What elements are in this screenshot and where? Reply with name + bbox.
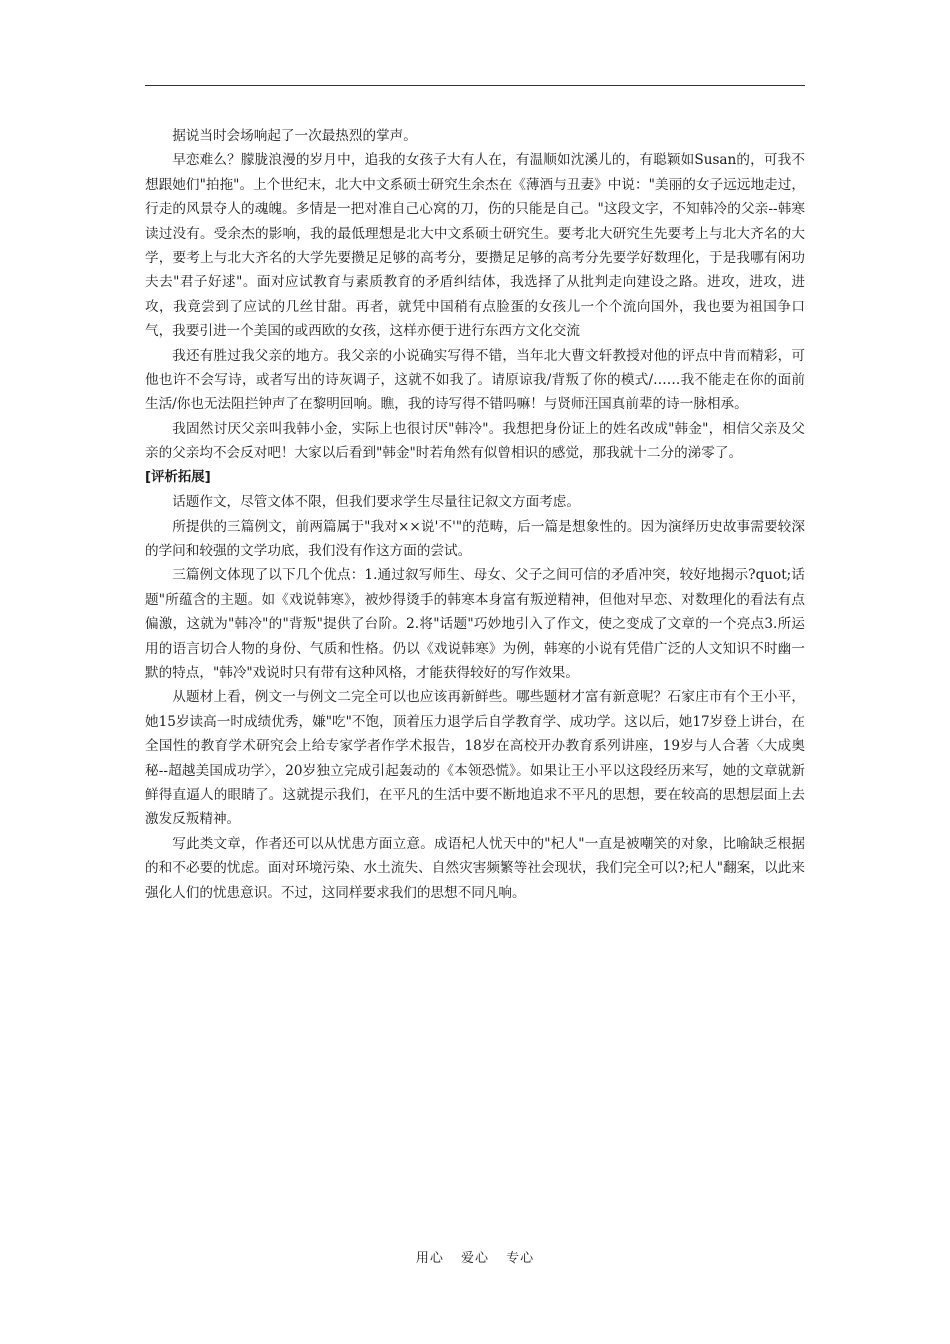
paragraph: 据说当时会场响起了一次最热烈的掌声。 (172, 128, 417, 144)
paragraph: 写此类文章，作者还可以从忧患方面立意。成语杞人忧天中的"杞人"一直是被嘲笑的对象，比喻缺乏根据的和不必要的忧虑。面对环境污染、水土流失、自然灾害频繁等社会现状，我们完全可以?;杞人"翻案，以此来强化人们的忧患意识。不过，这同样要求我们的思想不同凡响。 (145, 835, 805, 901)
paragraph: 从题材上看，例文一与例文二完全可以也应该再新鲜些。哪些题材才富有新意呢？石家庄市有个王小平，她15岁读高一时成绩优秀，嫌"吃"不饱，顶着压力退学后自学教育学、成功学。这以后，她17岁登上讲台，在全国性的教育学术研究会上给专家学者作学术报告，18岁在高校开办教育系列讲座，19岁与人合著〈大成奥秘--超越美国成功学〉，20岁独立完成引起轰动的《本领恐慌》。如果让王小平以这段经历来写，她的文章就新鲜得直逼人的眼睛了。这就提示我们，在平凡的生活中要不断地追求不平凡的思想，要在较高的思想层面上去激发反叛精神。 (145, 689, 805, 828)
header-rule (145, 85, 805, 86)
paragraph: 话题作文，尽管文体不限，但我们要求学生尽量往记叙文方面考虑。 (172, 494, 580, 511)
paragraph: 我还有胜过我父亲的地方。我父亲的小说确实写得不错，当年北大曹文轩教授对他的评点中肯而精彩，可他也许不会写诗，或者写出的诗灰调子，这就不如我了。请原谅我/背叛了你的模式/……我不能走在你的面前生活/你也无法阻拦钟声了在黎明回响。瞧，我的诗写得不错吗嘛！与贤师汪国真前辈的诗一脉相承。 (145, 347, 805, 413)
paragraph: 我固然讨厌父亲叫我韩小金，实际上也很讨厌"韩冷"。我想把身份证上的姓名改成"韩金"，相信父亲及父亲的父亲均不会反对吧！大家以后看到"韩金"时若角然有似曾相识的感觉，那我就十二分的涕零了。 (145, 420, 805, 462)
page-footer: 用心 爱心 专心 (415, 1251, 535, 1266)
document-body (145, 124, 805, 905)
paragraph: 所提供的三篇例文，前两篇属于"我对××说'不'"的范畴，后一篇是想象性的。因为演绎历史故事需要较深的学问和较强的文学功底，我们没有作这方面的尝试。 (145, 518, 805, 559)
paragraph: 早恋难么？朦胧浪漫的岁月中，追我的女孩子大有人在，有温顺如沈溪儿的，有聪颖如Susan的，可我不想跟她们"拍拖"。上个世纪末，北大中文系硕士研究生余杰在《薄酒与丑妻》中说："美丽的女子远远地走过，行走的风景夺人的魂魄。多情是一把对准自己心窝的刀，伤的只能是自己。"这段文字，不知韩冷的父亲--韩寒读过没有。受余杰的影响，我的最低理想是北大中文系硕士研究生。要考北大研究生先要考上与北大齐名的大学，要考上与北大齐名的大学先要攒足足够的高考分，要攒足足够的高考分先要学好数理化，于是我哪有闲功夫去"君子好逑"。面对应试教育与素质教育的矛盾纠结体，我选择了从批判走向建设之路。进攻，进攻，进攻，我竟尝到了应试的几丝甘甜。再者，就凭中国稍有点脸蛋的女孩儿一个个流向国外，我也要为祖国争口气，我要引进一个美国的或西欧的女孩，这样亦便于进行东西方文化交流 (145, 152, 805, 340)
section-heading: [评析拓展] (145, 469, 211, 485)
paragraph: 三篇例文体现了以下几个优点：1.通过叙写师生、母女、父子之间可信的矛盾冲突，较好地揭示?quot;话题"所蕴含的主题。如《戏说韩寒》，被炒得烫手的韩寒本身富有叛逆精神，但他对早恋、对数理化的看法有点偏激，这就为"韩冷"的"背叛"提供了台阶。2.将"话题"巧妙地引入了作文，使之变成了文章的一个亮点3.所运用的语言切合人物的身份、气质和性格。仍以《戏说韩寒》为例，韩寒的小说有凭借广泛的人文知识不时幽一默的特点，"韩冷"戏说时只有带有这种风格，才能获得较好的写作效果。 (145, 567, 805, 681)
